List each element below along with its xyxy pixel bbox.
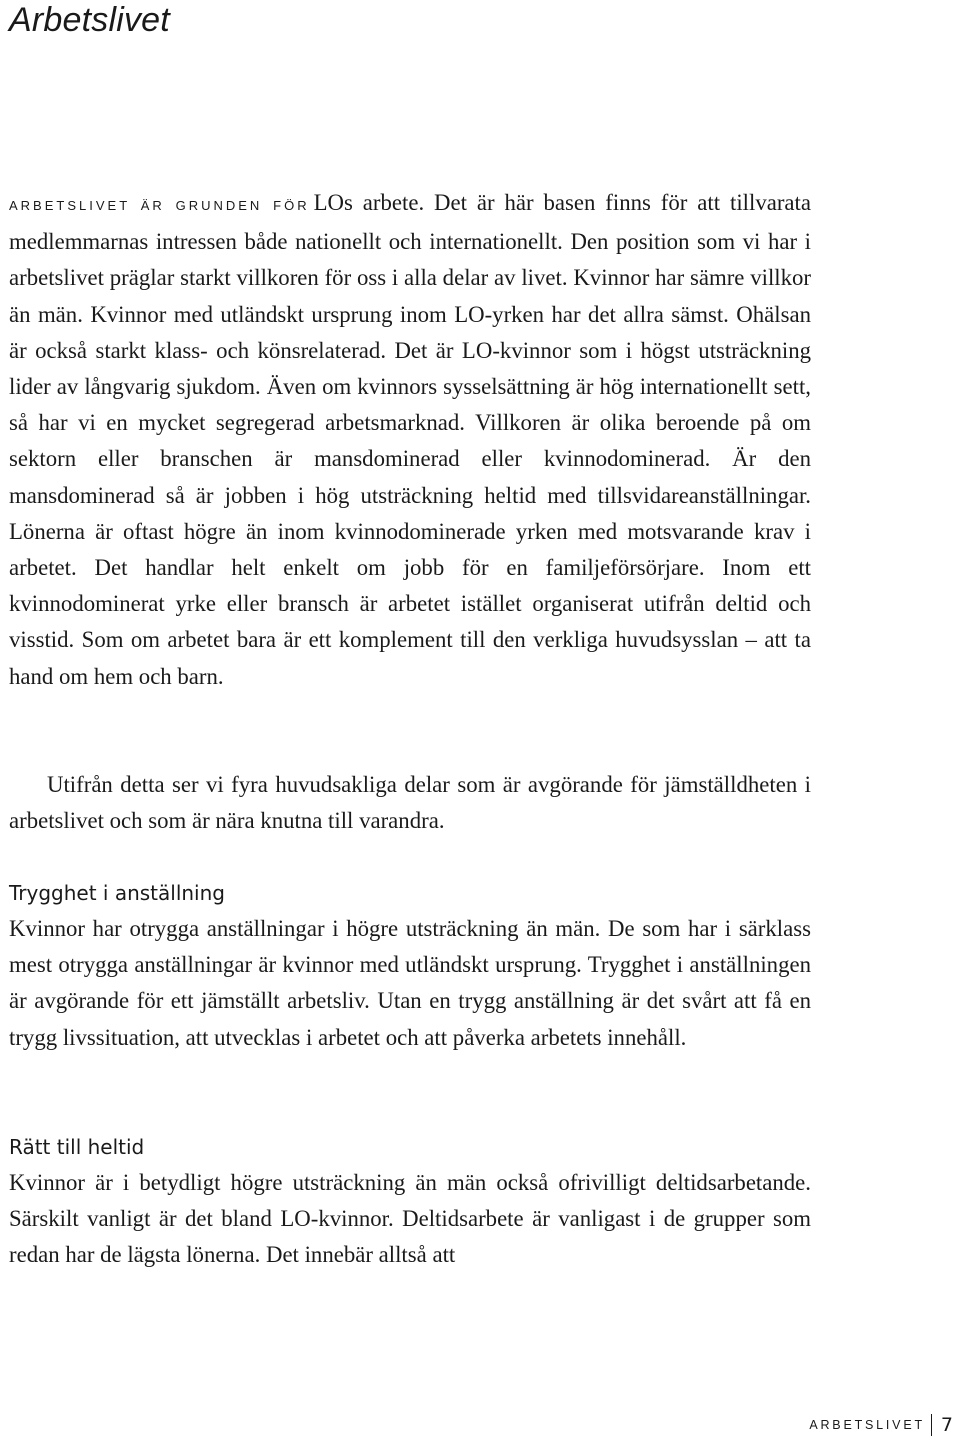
section-heading-trygghet: Trygghet i anställning (9, 881, 225, 905)
intro-paragraph-1 (9, 185, 811, 695)
section-text-heltid: Kvinnor är i betydligt högre utsträckning än män också ofrivilligt deltidsarbetande. Särskilt vanligt är det bland LO-kvinnor. Deltidsarbete är vanligast i de grupper som redan har de lägsta lönerna. Det innebär alltså att (9, 1170, 811, 1268)
section-text-trygghet: Kvinnor har otrygga anställningar i högre utsträckning än män. De som har i särklass mest otrygga anställningar är kvinnor med utländskt ursprung. Trygghet i anställningen är avgörande för ett jämställt arbetsliv. Utan en trygg anställning är det svårt att få en trygg livssituation, att utvecklas i arbetet och att påverka arbetets innehåll. (9, 916, 811, 1050)
section-heading-heltid: Rätt till heltid (9, 1135, 145, 1159)
page-number: 7 (940, 1414, 953, 1436)
intro-lead-caps: ARBETSLIVET ÄR GRUNDEN FÖR (9, 198, 310, 213)
page-title: Arbetslivet (9, 1, 170, 39)
footer-divider (931, 1414, 932, 1436)
intro-paragraph-2: Utifrån detta ser vi fyra huvudsakliga delar som är avgörande för jämställdheten i arbetslivet och som är nära knutna till varandra. (9, 772, 811, 834)
intro-paragraph-1-text: LOs arbete. Det är här basen finns för att tillvarata medlemmarnas intressen både nationellt och internationellt. Den position som vi har i arbetslivet präglar starkt villkoren för oss i alla delar av livet. Kvinnor har sämre villkor än män. Kvinnor med utländskt ursprung inom LO-yrken har det allra sämst. Ohälsan är också starkt klass- och könsrelaterad. Det är LO-kvinnor som i högst utsträckning lider av långvarig sjukdom. Även om kvinnors sysselsättning är hög internationellt sett, så har vi en mycket segregerad arbetsmarknad. Villkoren är olika beroende på om sektorn eller branschen är mansdominerad eller kvinnodominerad. Är den mansdominerad så är jobben i hög utsträckning heltid med tillsvidareanställningar. Lönerna är oftast högre än inom kvinnodominerade yrken med motsvarande krav i arbetet. Det handlar helt enkelt om jobb för en familjeförsörjare. Inom ett kvinnodominerat yrke eller bransch är arbetet istället organiserat utifrån deltid och visstid. Som om arbetet bara är ett komplement till den verkliga huvudsysslan – att ta hand om hem och barn. (9, 190, 812, 689)
page-footer (809, 1412, 953, 1438)
footer-section-label: ARBETSLIVET (809, 1418, 925, 1432)
